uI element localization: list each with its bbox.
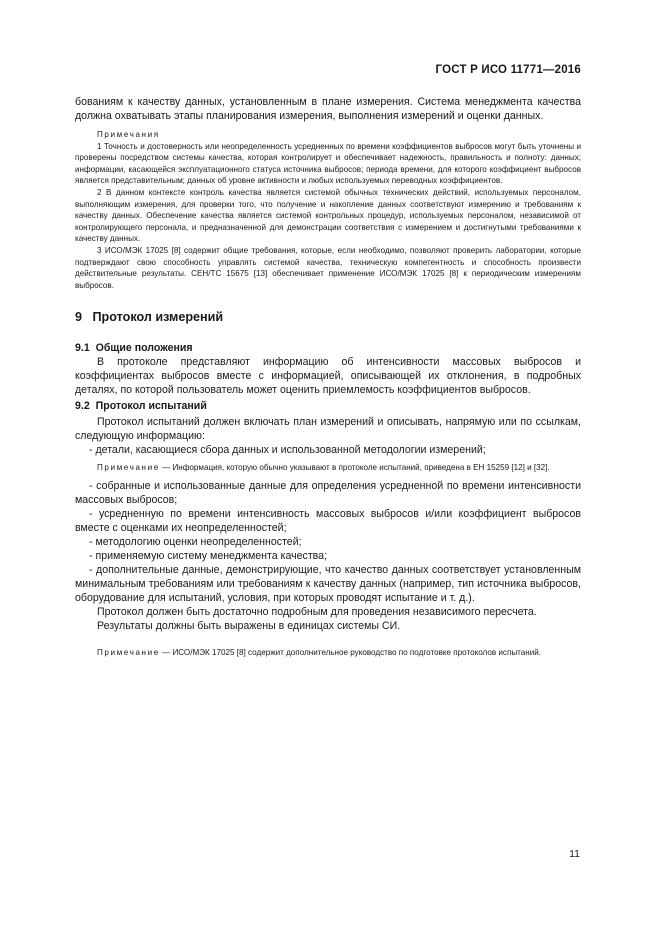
notes-block [75, 129, 581, 291]
intro-paragraph: бованиям к качеству данных, установленным в плане измерения. Система менеджмента качества должна охватывать этапы планирования измерения, выполнения измерений и оценки данных. [75, 96, 581, 122]
subsection-9-2-heading [75, 399, 581, 413]
section-title: Протокол измерений [92, 310, 224, 325]
note-text: — Информация, которую обычно указывают в протоколе испытаний, приведена в ЕН 15259 [12] и [32]. [159, 463, 550, 473]
subsection-number: 9.1 [75, 342, 90, 355]
page-number: 11 [569, 848, 580, 860]
content-area [75, 95, 581, 659]
subsection-9-2-text: Протокол испытаний должен включать план измерений и описывать, напрямую или по ссылкам, следующую информацию: [75, 416, 581, 443]
inline-note [75, 462, 581, 474]
paragraph: Результаты должны быть выражены в единицах системы СИ. [97, 619, 401, 632]
note-item: 3 ИСО/МЭК 17025 [8] содержит общие требования, которые, если необходимо, позволяют проверить лаборатории, которые подтверждают свою способность управлять системой качества, техническую компетентность и способность произвести действительные результаты. CEH/TC 15675 [13] обеспечивает применение ИСО/МЭК 17025 [8] к периодическим измерениям выбросов. [75, 245, 581, 290]
list-item: - методологию оценки неопределенностей; [89, 535, 302, 548]
subsection-title: Протокол испытаний [95, 400, 207, 413]
final-note [75, 647, 581, 659]
paragraph: Протокол должен быть достаточно подробным для проведения независимого пересчета. [97, 605, 537, 618]
subsection-title: Общие положения [95, 342, 193, 355]
bullet-list [75, 479, 581, 605]
section-9-heading [75, 309, 581, 325]
list-item: - собранные и использованные данные для определения усредненной по времени интенсивности массовых выбросов; [75, 479, 581, 506]
note-label: Примечание [97, 647, 160, 657]
subsection-9-1-heading [75, 341, 581, 355]
section-number: 9 [75, 310, 83, 325]
note-text: — ИСО/МЭК 17025 [8] содержит дополнительное руководство по подготовке протоколов испытаний. [159, 647, 542, 657]
list-item: - дополнительные данные, демонстрирующие, что качество данных соответствует установленным минимальным требованиям или требованиям к качеству данных (например, тип источника выбросов, оборудование для испытаний, условия, при которых проводят испытание и т. д.). [75, 563, 581, 604]
subsection-number: 9.2 [75, 400, 90, 413]
notes-label: Примечания [97, 130, 160, 139]
document-header: ГОСТ Р ИСО 11771—2016 [435, 64, 581, 76]
list-item: - усредненную по времени интенсивность массовых выбросов и/или коэффициент выбросов вместе с оценками их неопределенностей; [75, 507, 581, 534]
note-label: Примечание [97, 463, 160, 473]
note-item: 2 В данном контексте контроль качества является системой обычных технических действий, используемых персоналом, выполняющим измерения, для проверки того, что получение и накопление данных соответствуют измерению и требованиям к качеству данных. Обеспечение качества является системой контрольных процедур, используемых персоналом, независимой от контролирующего персонала, и предназначенной для демонстрации соответствия с измерением и достигнутыми требованиями к качеству данных. [75, 187, 581, 244]
list-item: - детали, касающиеся сбора данных и использованной методологии измерений; [89, 444, 486, 457]
note-item: 1 Точность и достоверность или неопределенность усредненных по времени коэффициентов выбросов могут быть уточнены и проверены посредством системы качества, которая контролирует и обеспечивает надежность, правильность и полноту: данных; информации, касающейся эксплуатационного статуса источника выбросов; периода времени, для которого коэффициент выбросов является представительным; данных об уровне активности и любых используемых переводных коэффициентов. [75, 141, 581, 186]
list-item: - применяемую систему менеджмента качества; [89, 549, 328, 562]
subsection-9-1-text: В протоколе представляют информацию об интенсивности массовых выбросов и коэффициентах выбросов вместе с информацией, описывающей их отклонения, в подробных деталях, по которой пользователь может оценить приемлемость коэффициентов выбросов. [75, 356, 581, 397]
